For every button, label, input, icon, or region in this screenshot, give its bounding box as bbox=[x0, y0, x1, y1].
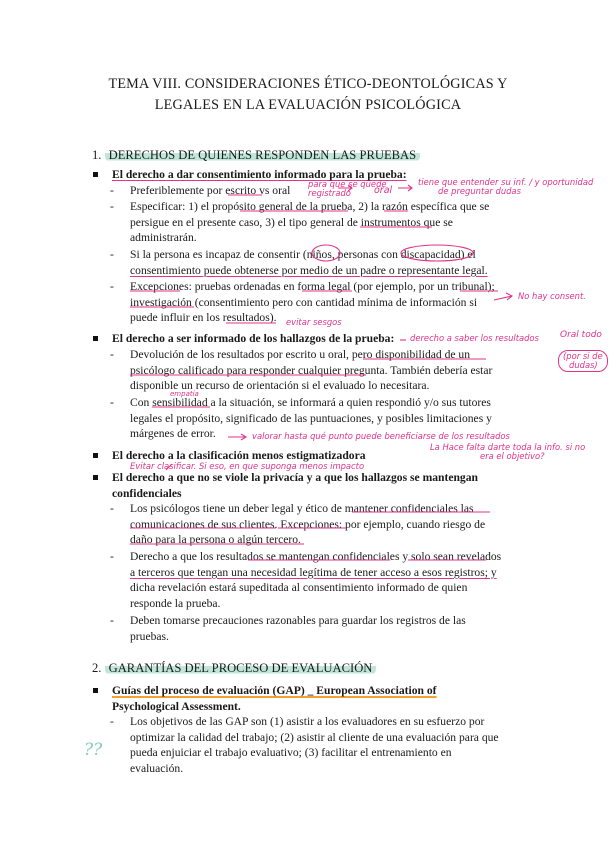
list-item: - Preferiblemente por escrito vs oral bbox=[110, 184, 291, 197]
bullet-title: El derecho a dar consentimiento informado para la prueba: bbox=[112, 168, 407, 181]
bullet-privacy: El derecho a que no se viole la privacía y a que los hallazgos se mantengan confidenciales bbox=[112, 470, 478, 501]
annotation: (por si de dudas) bbox=[558, 350, 608, 372]
list-item: - Devolución de los resultados por escrito u oral, pero disponibilidad de un psicólogo calificado para responder cualquier pregunta. También debería estar disponible un recurso de orientación si el evaluado lo necesitara. bbox=[110, 348, 493, 393]
annotation: No hay consent. bbox=[518, 291, 586, 301]
section-title: GARANTÍAS DEL PROCESO DE EVALUACIÓN bbox=[105, 661, 377, 675]
section-number: 2. bbox=[92, 661, 102, 675]
bullet-title: El derecho a ser informado de los hallazgos de la prueba: bbox=[112, 332, 395, 345]
list-item: - Los objetivos de las GAP son (1) asistir a los evaluadores en su esfuerzo por optimizar la calidad del trabajo; (2) asistir al cliente de una evaluación para que pueda enjuiciar el trabajo evaluativo; (3) facilitar el entrenamiento en evaluación. bbox=[110, 715, 499, 775]
title-line-2: LEGALES EN LA EVALUACIÓN PSICOLÓGICA bbox=[154, 97, 462, 113]
list-item: - Si la persona es incapaz de consentir (niños, personas con discapacidad) el consentimiento puede obtenerse por medio de un padre o representante legal. bbox=[110, 248, 488, 277]
annotation: La Hace falta darte toda la info. si no era el objetivo? bbox=[430, 442, 586, 461]
annotation: evitar sesgos bbox=[286, 317, 342, 327]
list-item: - Excepciones: pruebas ordenadas en forma legal (por ejemplo, por un tribunal); investigación (consentimiento pero con cantidad mínima de información si puede influir en los resultados). bbox=[110, 280, 495, 325]
annotation: tiene que entender su inf. / y oportunidad de preguntar dudas bbox=[418, 177, 594, 196]
list-item: - Deben tomarse precauciones razonables para guardar los registros de las pruebas. bbox=[110, 614, 466, 643]
list-item: - Especificar: 1) el propósito general de la prueba, 2) la razón específica que se persigue en el presente caso, 3) el tipo general de instrumentos que se administrarán. bbox=[110, 200, 490, 245]
list-item: - Derecho a que los resultados se mantengan confidenciales y solo sean revelados a terceros que tengan una necesidad legítima de tener acceso a esos registros; y dicha revelación estará supeditada al consentimiento informado de quien responde la prueba. bbox=[110, 550, 502, 610]
section-title: DERECHOS DE QUIENES RESPONDEN LAS PRUEBAS bbox=[105, 148, 421, 162]
annotation: derecho a saber los resultados bbox=[410, 333, 539, 343]
list-item: - Los psicólogos tiene un deber legal y ético de mantener confidenciales las comunicaciones de sus clientes. Excepciones: por ejemplo, cuando riesgo de daño para la persona o algún tercero. bbox=[110, 502, 486, 547]
bullet-gap: Guías del proceso de evaluación (GAP) _ European Association of Psychological Assessment. bbox=[112, 683, 437, 714]
list-item: - Con sensibilidad a la situación, se informará a quien respondió y/o sus tutores legales el propósito, significado de las puntuaciones, y posibles limitaciones y márgenes de error. bbox=[110, 396, 492, 441]
annotation: valorar hasta qué punto puede beneficiarse de los resultados bbox=[252, 431, 510, 441]
annotation: para que se quede registrado bbox=[308, 179, 387, 198]
question-marks-annotation: ?? bbox=[84, 740, 103, 760]
title-line-1: TEMA VIII. CONSIDERACIONES ÉTICO-DEONTOLÓGICAS Y bbox=[108, 76, 508, 92]
section-number: 1. bbox=[92, 148, 102, 162]
annotation: Oral todo bbox=[560, 330, 602, 340]
annotation: Evitar clasificar. Si eso, en que suponga menos impacto bbox=[130, 461, 365, 471]
annotation: empatía bbox=[170, 390, 199, 398]
bullet-title: El derecho a la clasificación menos estigmatizadora bbox=[112, 449, 366, 462]
annotation: oral bbox=[374, 185, 393, 196]
